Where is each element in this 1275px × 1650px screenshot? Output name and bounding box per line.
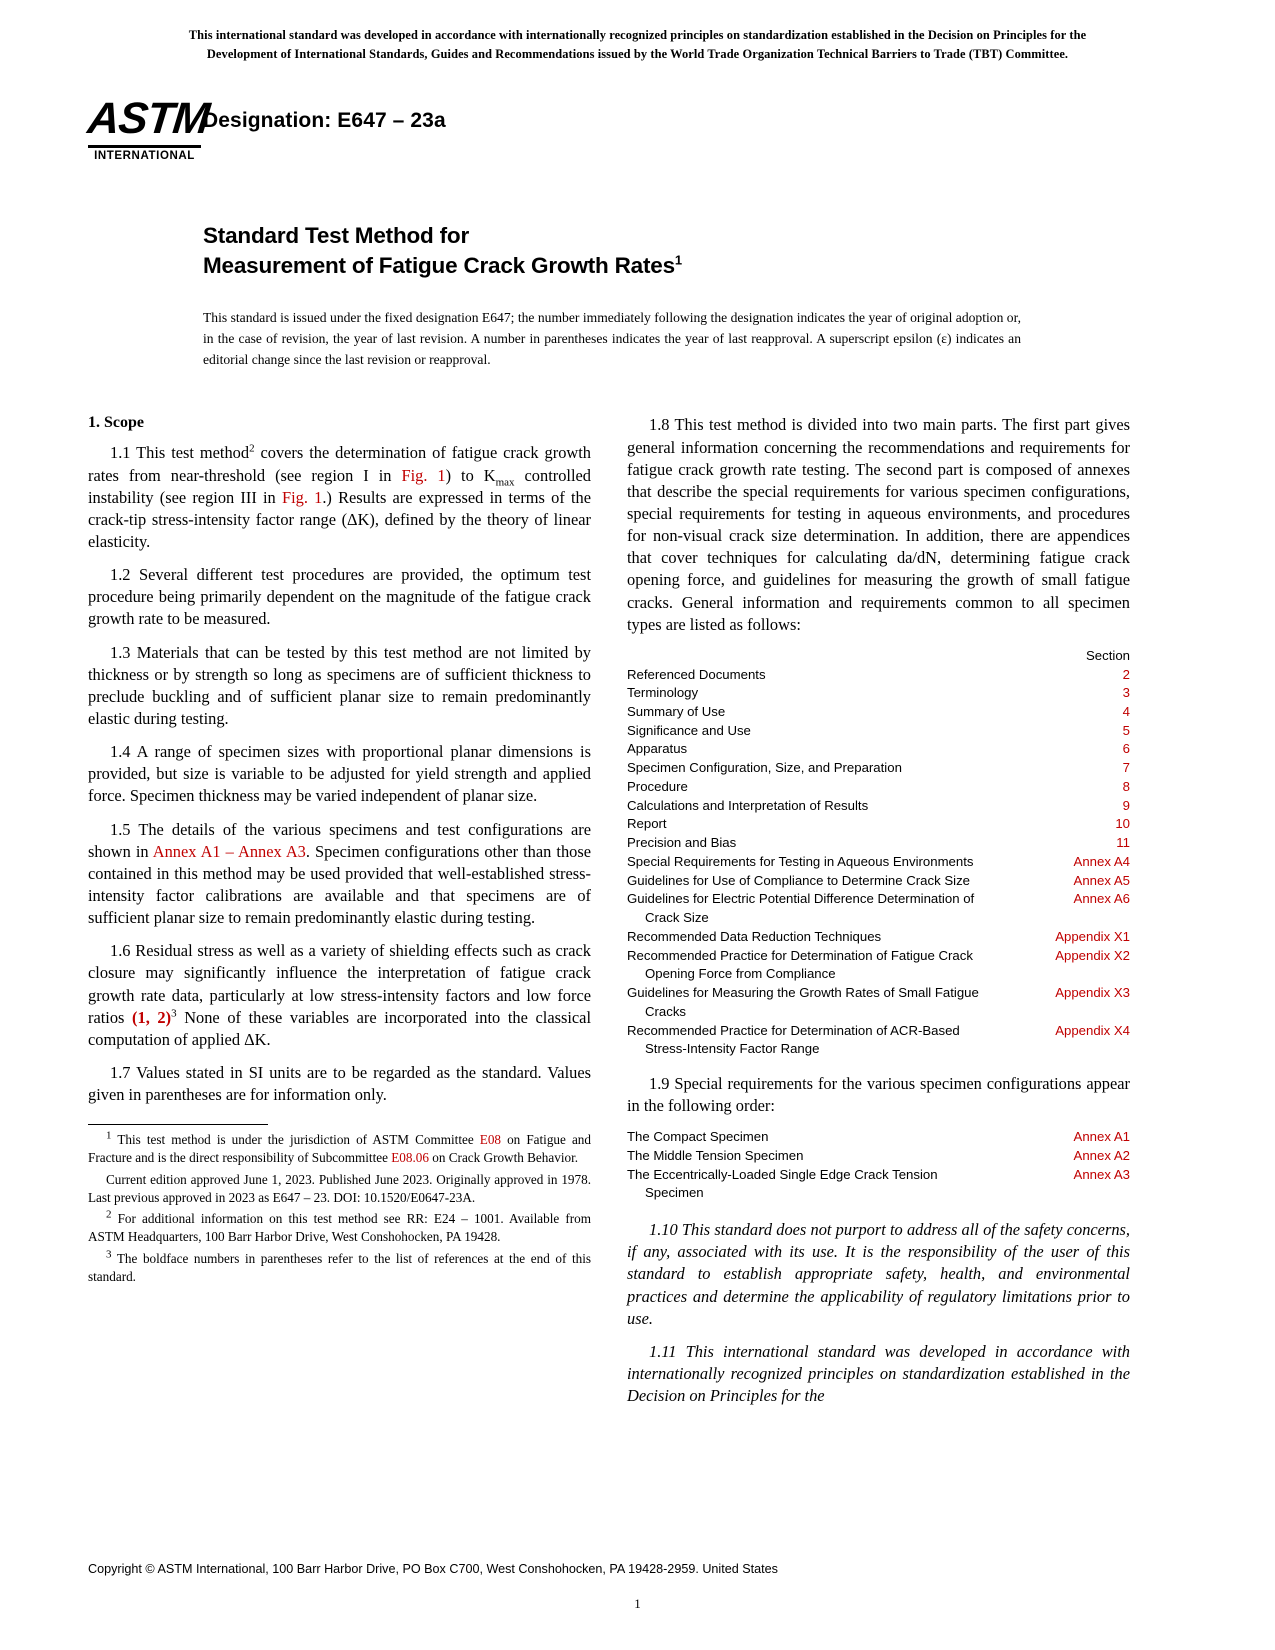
footnote-divider	[88, 1124, 268, 1125]
table-row: Terminology 3	[627, 685, 1130, 701]
paragraph-1-3: 1.3 Materials that can be tested by this test method are not limited by thickness or by strength so long as specimens are of sufficient thickness to preclude buckling and of sufficient planar size to remain predominantly elastic during testing.	[88, 642, 591, 728]
astm-logo-word: ASTM	[85, 94, 212, 144]
section-contents-table	[627, 647, 1130, 1059]
table-row: Guidelines for Use of Compliance to Determine Crack Size Annex A5	[627, 872, 1130, 888]
table-row: Report 10	[627, 816, 1130, 832]
table-row: Calculations and Interpretation of Results 9	[627, 797, 1130, 813]
paragraph-1-5: 1.5 The details of the various specimens and test configurations are shown in Annex A1 – Annex A3. Specimen configurations other than those contained in this method may be used provided that well-established stress-intensity factor calibrations are available and that specimens are of sufficient planar size to remain predominantly elastic during testing.	[88, 819, 591, 928]
footnote-1-edition: Current edition approved June 1, 2023. Published June 2023. Originally approved in 1978. Last previous approved in 2023 as E647 – 23. DOI: 10.1520/E0647-23A.	[88, 1171, 591, 1205]
footnotes	[88, 1131, 591, 1286]
specimen-contents-body	[627, 1128, 1130, 1203]
table-row: Guidelines for Measuring the Growth Rates of Small Fatigue Appendix X3	[627, 985, 1130, 1001]
table-row: Summary of Use 4	[627, 704, 1130, 720]
paragraph-1-11: 1.11 This international standard was developed in accordance with internationally recognized principles on standardization established in the Decision on Principles for the	[627, 1341, 1130, 1406]
paragraph-1-10: 1.10 This standard does not purport to address all of the safety concerns, if any, associated with its use. It is the responsibility of the user of this standard to establish appropriate safety, health, and environmental practices and determine the applicability of regulatory limitations prior to use.	[627, 1220, 1130, 1328]
table-row: Referenced Documents 2	[627, 666, 1130, 682]
table-row: Apparatus 6	[627, 741, 1130, 757]
left-column	[88, 414, 591, 1418]
toc-header-section: Section	[1086, 647, 1130, 663]
xref-fig1-a[interactable]: Fig. 1	[401, 465, 446, 485]
designation-label: Designation: E647 – 23a	[203, 109, 446, 133]
right-column	[627, 414, 1130, 1418]
paragraph-1-7: 1.7 Values stated in SI units are to be regarded as the standard. Values given in parentheses are for information only.	[88, 1062, 591, 1105]
table-row: Recommended Practice for Determination of Fatigue Crack Appendix X2	[627, 947, 1130, 963]
table-row-continuation: Opening Force from Compliance	[645, 966, 836, 982]
table-row: The Middle Tension Specimen Annex A2	[627, 1147, 1130, 1163]
section-contents-body	[627, 647, 1130, 1059]
astm-logo-subtitle: INTERNATIONAL	[88, 145, 201, 162]
paragraph-1-6: 1.6 Residual stress as well as a variety of shielding effects such as crack closure may significantly influence the interpretation of fatigue crack growth rate data, particularly at low stress-intensity factors and low force ratios (1, 2)$^3$ None of these variables are incorporated into the classical computation of applied ΔK.	[88, 941, 592, 1049]
table-row-continuation: Crack Size	[645, 910, 709, 926]
xref-committee-e08[interactable]: E08	[479, 1132, 502, 1148]
section-heading-scope: 1. Scope	[88, 414, 144, 432]
table-row-continuation: Cracks	[645, 1003, 687, 1019]
title-area	[203, 221, 1187, 370]
issue-note: This standard is issued under the fixed designation E647; the number immediately following the designation indicates the year of original adoption or, in the case of revision, the year of last revision. A number in parentheses indicates the year of last reapproval. A superscript epsilon (ε) indicates an editorial change since the last revision or reapproval.	[203, 310, 1021, 368]
specimen-contents-table	[627, 1128, 1130, 1203]
astm-logo	[85, 93, 212, 171]
title-line-1: Standard Test Method for	[203, 223, 470, 249]
page-number: 1	[634, 1596, 641, 1611]
paragraph-1-4: 1.4 A range of specimen sizes with proportional planar dimensions is provided, but size is variable to be adjusted for yield strength and applied force. Specimen thickness may be varied independent of planar size.	[88, 742, 591, 806]
xref-subcommittee-e0806[interactable]: E08.06	[391, 1150, 429, 1166]
document-header	[85, 93, 1187, 183]
tbt-banner-line2: Development of International Standards, Guides and Recommendations issued by the World Trade Organization Technical Barriers to Trade (TBT) Committee.	[206, 46, 1069, 61]
table-row: Recommended Practice for Determination of ACR-Based Appendix X4	[627, 1022, 1130, 1038]
title-footnote-marker: 1	[674, 252, 682, 268]
table-row: Precision and Bias 11	[627, 835, 1130, 851]
footnote-1: $^1$ This test method is under the jurisdiction of ASTM Committee E08 on Fatigue and Fracture and is the direct responsibility of Subcommittee E08.06 on Crack Growth Behavior.	[88, 1129, 591, 1166]
footnote-2: $^2$ For additional information on this test method see RR: E24 – 1001. Available from ASTM Headquarters, 100 Barr Harbor Drive, West Conshohocken, PA 19428.	[88, 1208, 591, 1245]
table-row: Procedure 8	[627, 778, 1130, 794]
table-row-continuation: Stress-Intensity Factor Range	[645, 1041, 820, 1057]
title-line-2: Measurement of Fatigue Crack Growth Rates$^1$	[203, 252, 682, 279]
footnote-3: $^3$ The boldface numbers in parentheses refer to the list of references at the end of this standard.	[88, 1248, 591, 1284]
table-row: Guidelines for Electric Potential Difference Determination of Annex A6	[627, 891, 1130, 907]
xref-references-1-2[interactable]: (1, 2)	[132, 1007, 172, 1027]
table-row: Specimen Configuration, Size, and Preparation 7	[627, 760, 1130, 776]
copyright-notice: Copyright © ASTM International, 100 Barr Harbor Drive, PO Box C700, West Conshohocken, PA 19428-2959. United States	[88, 1562, 778, 1576]
table-row: Recommended Data Reduction Techniques Appendix X1	[627, 928, 1130, 944]
xref-annex-a1-a3[interactable]: Annex A1 – Annex A3	[152, 841, 306, 861]
table-row: The Compact Specimen Annex A1	[627, 1129, 1130, 1145]
table-row: Special Requirements for Testing in Aqueous Environments Annex A4	[627, 853, 1130, 869]
table-row-continuation: Specimen	[645, 1185, 704, 1201]
paragraph-1-2: 1.2 Several different test procedures are provided, the optimum test procedure being primarily dependent on the magnitude of the fatigue crack growth rate to be measured.	[88, 565, 591, 629]
page-title	[203, 221, 1187, 281]
table-row: Significance and Use 5	[627, 722, 1130, 738]
two-column-body	[88, 414, 1187, 1418]
table-row-header	[627, 647, 1130, 666]
paragraph-1-9: 1.9 Special requirements for the various specimen configurations appear in the following order:	[627, 1073, 1130, 1116]
paragraph-1-8: 1.8 This test method is divided into two main parts. The first part gives general information concerning the recommendations and requirements for fatigue crack growth rate testing. The second part is composed of annexes that describe the special requirements for various specimen configurations, special requirements for testing in aqueous environments, and procedures for non-visual crack size determination. In addition, there are appendices that cover techniques for calculating da/dN, determining fatigue crack opening force, and guidelines for measuring the growth of small fatigue cracks. General information and requirements common to all specimen types are listed as follows:	[627, 415, 1130, 634]
tbt-banner	[92, 26, 1183, 63]
paragraph-1-1: 1.1 This test method$^2$ covers the determination of fatigue crack growth rates from near-threshold (see region I in Fig. 1) to $K_{max}$ controlled instability (see region III in Fig. 1.) Results are expressed in terms of the crack-tip stress-intensity factor range (ΔK), defined by the theory of linear elasticity.	[88, 442, 592, 551]
tbt-banner-line1: This international standard was developed in accordance with internationally recognized principles on standardization established in the Decision on Principles for the	[188, 28, 1087, 42]
table-row: The Eccentrically-Loaded Single Edge Crack Tension Annex A3	[627, 1166, 1130, 1182]
xref-fig1-b[interactable]: Fig. 1	[281, 487, 323, 507]
